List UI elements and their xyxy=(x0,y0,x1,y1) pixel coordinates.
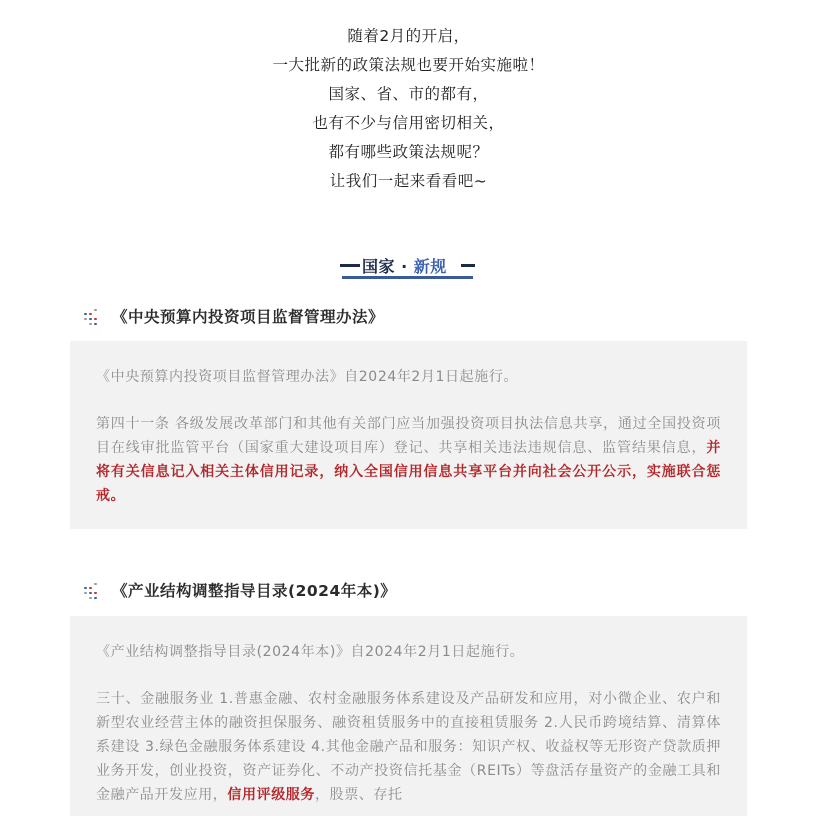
dots-icon xyxy=(82,309,98,327)
intro-text xyxy=(0,22,817,196)
dots-icon xyxy=(82,583,98,601)
article-text xyxy=(70,687,747,807)
item-card xyxy=(70,616,747,816)
title-bar-right xyxy=(461,264,475,267)
article-body: 三十、金融服务业 1.普惠金融、农村金融服务体系建设及产品研发和应用，对小微企业、农户和新型农业经营主体的融资担保服务、融资租赁服务中的直接租赁服务 2.人民币跨境结算、清算体系建设 3.绿色金融服务体系建设 4.其他金融产品和服务：知识产权、收益权等无形资产贷款质押业务开发，创业投资，资产证券化、不动产投资信托基金（REITs）等盘活存量资产的金融工具和金融产品开发应用， xyxy=(96,691,721,803)
article-highlight: 并将有关信息记入相关主体信用记录，纳入全国信用信息共享平台并向社会公开公示，实施联合惩戒。 xyxy=(96,440,721,504)
article-tail: ，股票、存托 xyxy=(315,787,403,803)
item-title: 《产业结构调整指导目录(2024年本)》 xyxy=(112,582,397,600)
section-title xyxy=(340,252,475,282)
title-bar-left xyxy=(340,264,360,267)
section-title-part2: 新规 xyxy=(413,257,447,276)
article-text xyxy=(70,412,747,508)
intro-line: 都有哪些政策法规呢？ xyxy=(328,143,489,161)
intro-line: 随着2月的开启， xyxy=(347,27,470,45)
effective-date-text: 《产业结构调整指导目录(2024年本)》自2024年2月1日起施行。 xyxy=(96,644,525,660)
intro-line: 让我们一起来看看吧~ xyxy=(329,172,488,190)
section-title-text xyxy=(362,254,447,277)
intro-line: 一大批新的政策法规也要开始实施啦！ xyxy=(272,56,545,74)
intro-line: 也有不少与信用密切相关， xyxy=(312,114,505,132)
article-highlight: 信用评级服务 xyxy=(227,787,316,803)
item-heading xyxy=(82,305,384,327)
item-heading xyxy=(82,579,396,601)
effective-date-text: 《中央预算内投资项目监督管理办法》自2024年2月1日起施行。 xyxy=(96,369,519,385)
item-card xyxy=(70,341,747,529)
intro-line: 国家、省、市的都有， xyxy=(328,85,489,103)
item-title: 《中央预算内投资项目监督管理办法》 xyxy=(112,308,385,326)
article-body: 第四十一条 各级发展改革部门和其他有关部门应当加强投资项目执法信息共享，通过全国投资项目在线审批监管平台（国家重大建设项目库）登记、共享相关违法违规信息、监管结果信息， xyxy=(96,416,721,456)
section-title-part1: 国家 · xyxy=(362,257,414,276)
